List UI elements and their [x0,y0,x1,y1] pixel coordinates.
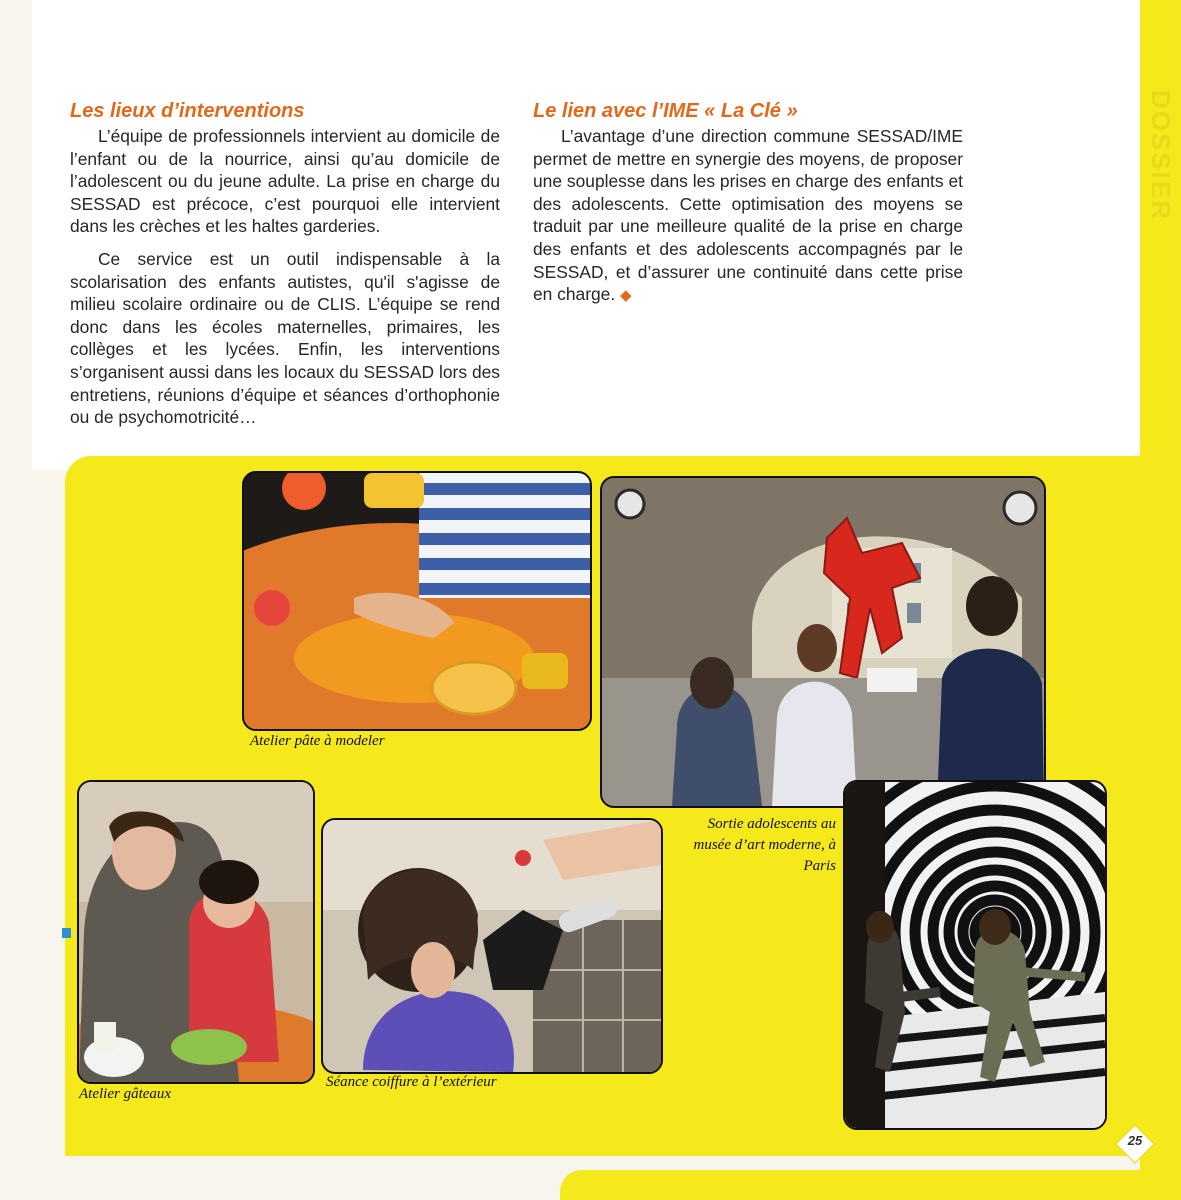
photo-pate-a-modeler [242,471,592,731]
left-heading: Les lieux d’interventions [70,100,305,122]
left-column [70,100,500,429]
caption-pate: Atelier pâte à modeler [250,733,385,749]
section-tab: DOSSIER [1146,90,1176,222]
right-heading: Le lien avec l’IME « La Clé » [533,100,798,122]
caption-coiffure: Séance coiffure à l’extérieur [326,1074,497,1090]
photo-gateaux [77,780,315,1084]
caption-gateaux: Atelier gâteaux [79,1086,172,1102]
photo-coiffure [321,818,663,1074]
page-number: 25 [1127,1133,1143,1148]
caption-musee: Sortie adolescents au musée d’art moderne, à Paris [693,816,836,874]
photo-spirale [843,780,1107,1130]
bottom-yellow-band [560,1170,1181,1200]
right-paragraph-text: L’avantage d’une direction commune SESSAD/IME permet de mettre en synergie des moyens, de proposer une souplesse dans les prises en charge des enfants et des adolescents. Cette optimisation des moyens se traduit par une meilleure qualité de la prise en charge des enfants et des adolescents accompagnés par le SESSAD, et d’assurer une continuité dans cette prise en charge. [533,126,963,305]
left-paragraph-2: Ce service est un outil indispensable à la scolarisation des enfants autistes, qu'il s'agisse de milieu scolaire ordinaire ou de CLIS. L’équipe se rend donc dans les écoles maternelles, primaires, les collèges et les lycées. Enfin, les interventions s’organisent aussi dans les locaux du SESSAD lors des entretiens, réunions d’équipe et séances d’orthophonie ou de psychomotricité… [70,248,500,428]
blue-margin-mark [62,928,71,938]
right-paragraph-1 [533,125,963,308]
right-column [533,100,963,308]
end-diamond-icon: ◆ [620,287,632,305]
left-paragraph-1: L’équipe de professionnels intervient au domicile de l’enfant ou de la nourrice, ainsi qu’au domicile de l’adolescent ou du jeune adulte. La prise en charge du SESSAD est précoce, c’est pourquoi elle intervient dans les crèches et les haltes garderies. [70,126,500,237]
photo-musee [600,476,1046,808]
